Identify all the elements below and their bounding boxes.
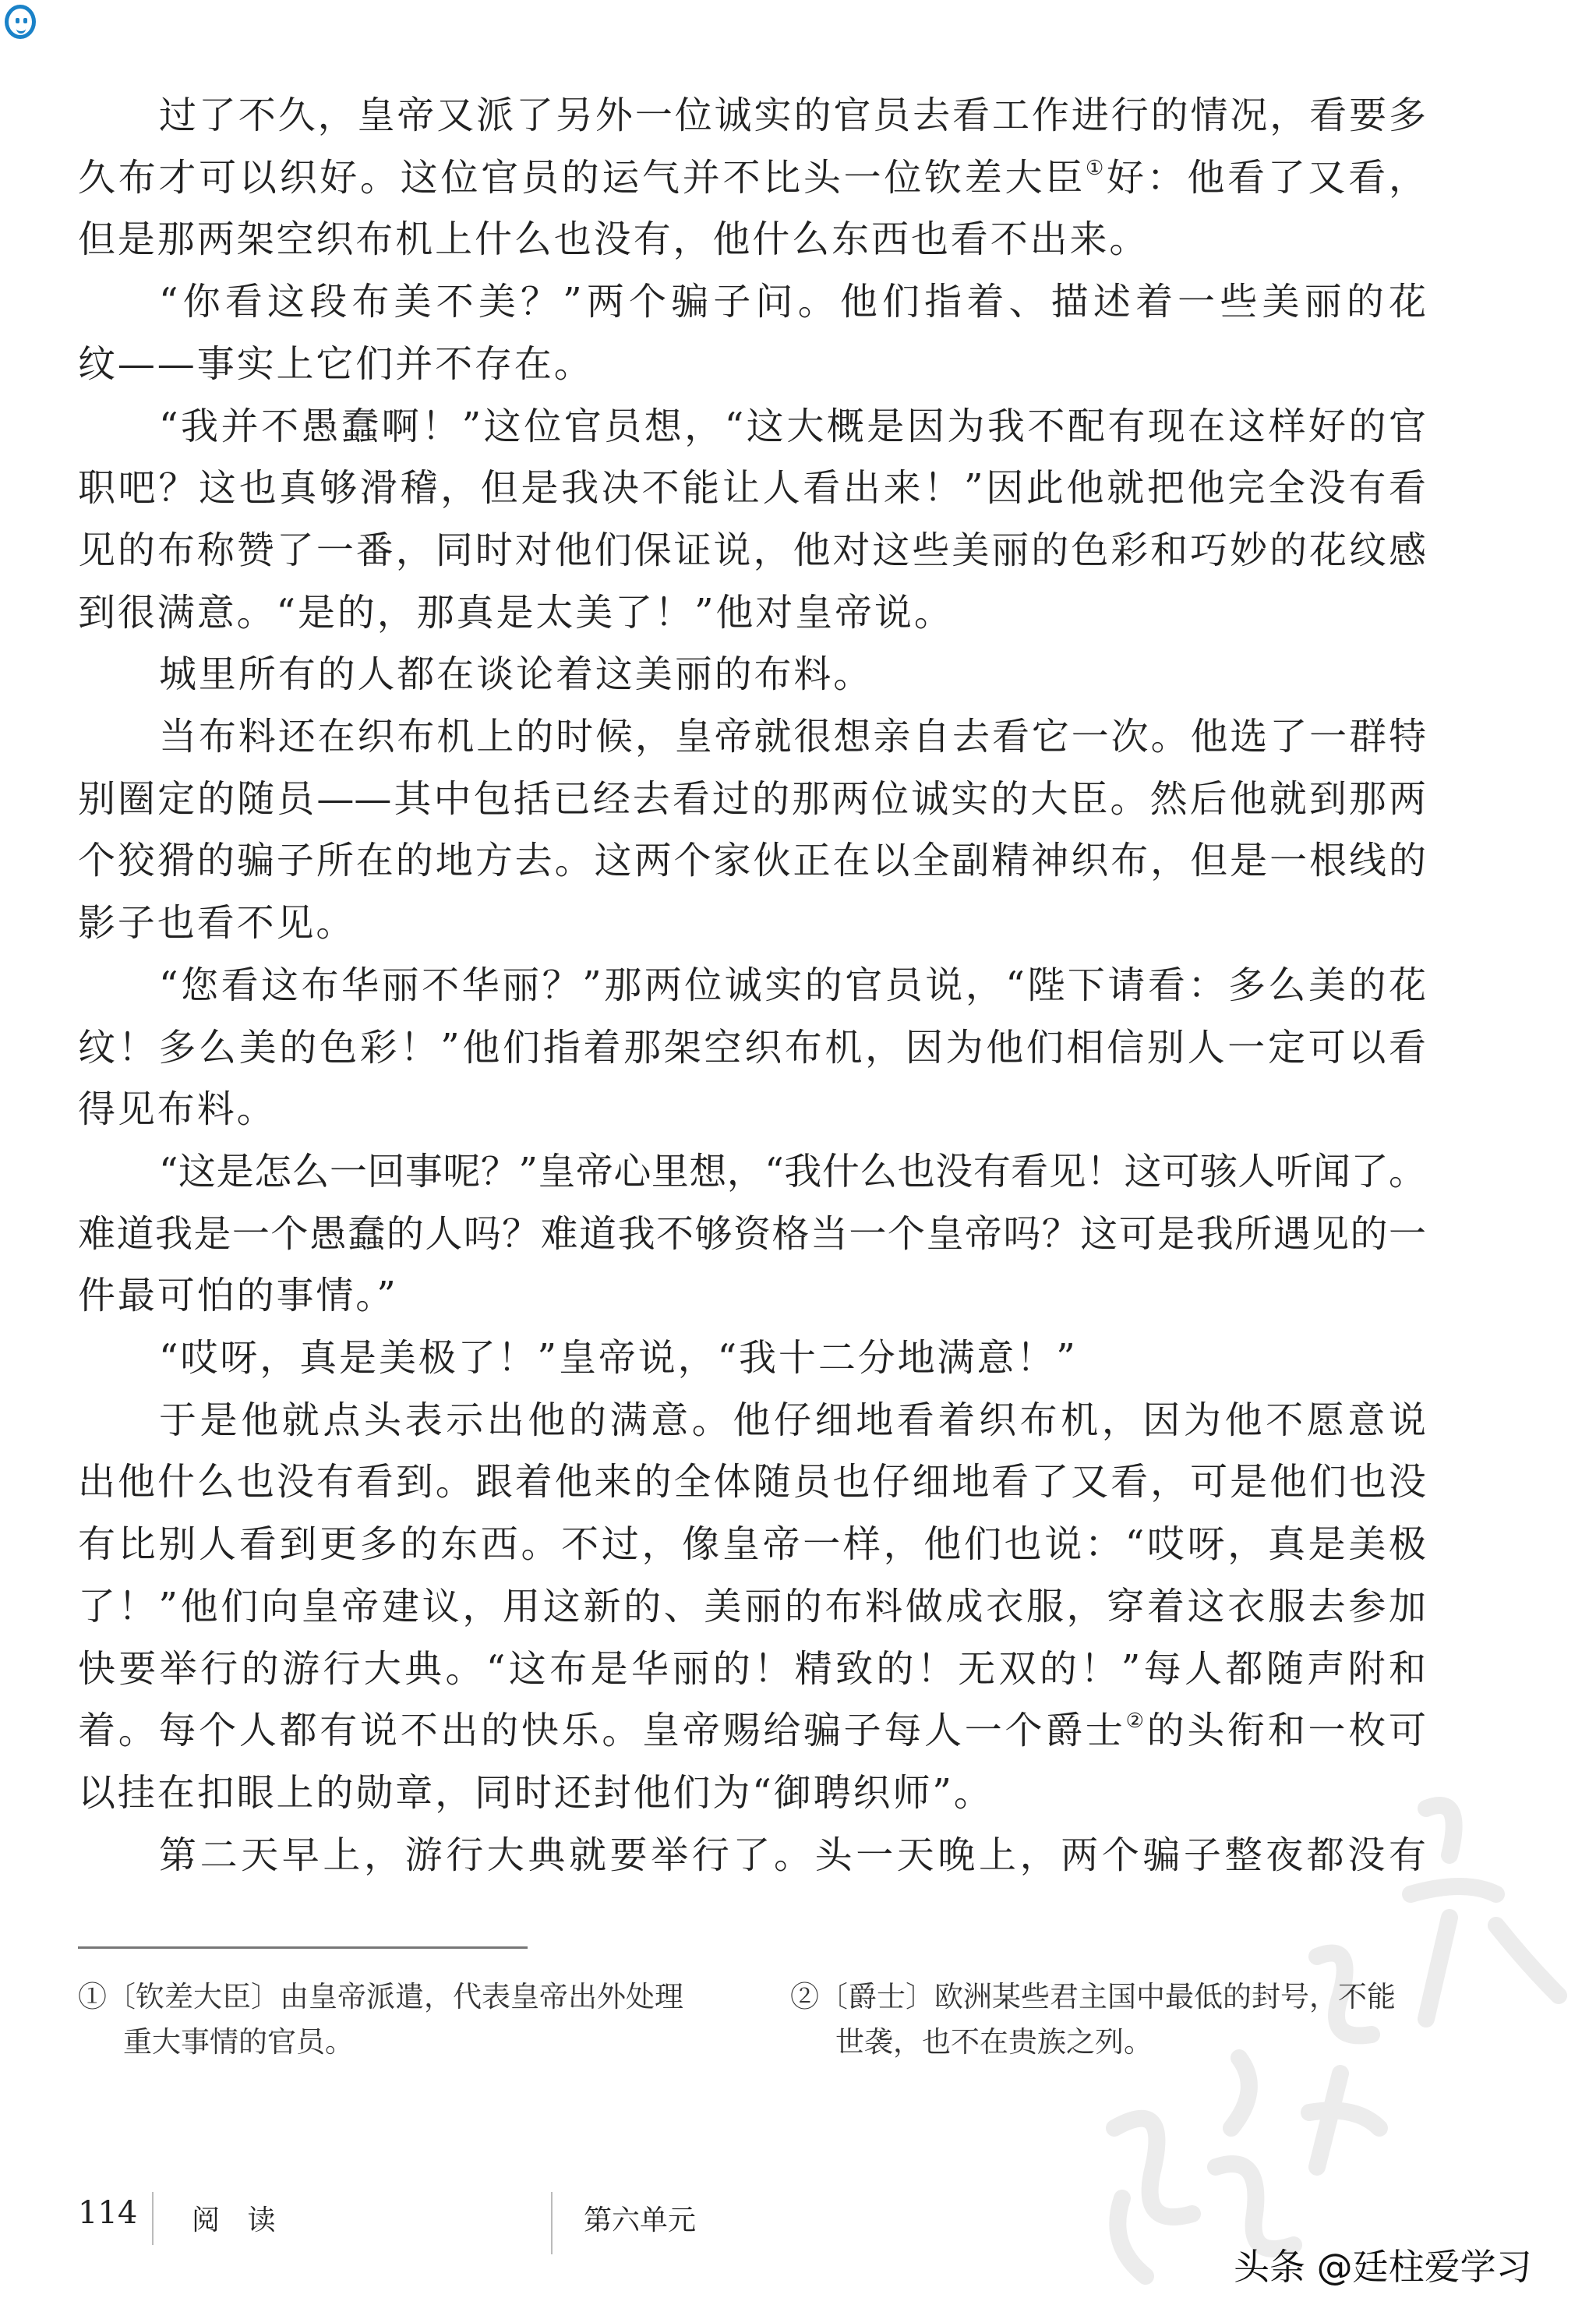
line-text: “我并不愚蠢啊！”这位官员想，“这大概是因为我不配有现在这样好的官 (159, 404, 1426, 448)
line-text: 的头衔和一枚可 (1146, 1709, 1426, 1753)
text-line (78, 892, 355, 954)
text-line (78, 829, 1426, 892)
text-line (78, 519, 1426, 582)
line-text: 难道我是一个愚蠢的人吗？难道我不够资格当一个皇帝吗？这可是我所遇见的一 (78, 1211, 1426, 1256)
text-line (78, 1451, 1426, 1513)
footnote-marker: ② (1125, 1709, 1147, 1734)
footnote-1-cont: 重大事情的官员。 (123, 2025, 354, 2059)
brand-watermark: 头条 @廷柱爱学习 (1234, 2246, 1532, 2288)
text-line (78, 768, 1426, 830)
footer-divider (152, 2192, 154, 2245)
footnote-2-cont: 世袭，也不在贵族之列。 (835, 2025, 1153, 2059)
line-text: 当布料还在织布机上的时候，皇帝就很想亲自去看它一次。他选了一群特 (159, 715, 1426, 758)
watermark-stroke (1118, 2198, 1146, 2276)
line-text: 过了不久，皇帝又派了另外一位诚实的官员去看工作进行的情况，看要多 (159, 94, 1426, 137)
text-line (78, 457, 1426, 519)
text-line (159, 84, 1426, 147)
line-text: 件最可怕的事情。” (78, 1274, 398, 1318)
text-line (159, 954, 1426, 1016)
line-text: 于是他就点头表示出他的满意。他仔细地看着织布机，因为他不愿意说 (159, 1398, 1426, 1442)
line-text: “这是怎么一回事呢？”皇帝心里想，“我什么也没有看见！这可骇人听闻了。 (159, 1149, 1426, 1193)
text-line (78, 147, 1426, 209)
text-line (78, 582, 954, 644)
text-line (78, 1762, 994, 1824)
footer-divider (551, 2192, 553, 2254)
text-line (78, 1264, 398, 1327)
line-text: 别圈定的随员——其中包括已经去看过的那两位诚实的大臣。然后他就到那两 (78, 776, 1426, 821)
text-line (159, 1824, 1426, 1886)
line-text: “哎呀，真是美极了！”皇帝说，“我十二分地满意！” (159, 1336, 1078, 1380)
text-line (159, 395, 1426, 458)
line-text: “你看这段布美不美？”两个骗子问。他们指着、描述着一些美丽的花 (159, 280, 1426, 324)
footer-section: 阅 读 (192, 2204, 285, 2236)
line-text: “您看这布华丽不华丽？”那两位诚实的官员说，“陛下请看：多么美的花 (159, 963, 1426, 1007)
line-text: 职吧？这也真够滑稽，但是我决不能让人看出来！”因此他就把他完全没有看 (78, 466, 1426, 511)
line-text: 影子也看不见。 (78, 901, 356, 946)
text-line (159, 1389, 1426, 1451)
line-text: 个狡猾的骗子所在的地方去。这两个家伙正在以全副精神织布，但是一根线的 (78, 839, 1426, 883)
footnote-marker: ① (1085, 156, 1107, 180)
line-text: 好：他看了又看， (1106, 155, 1426, 200)
watermark-stroke (1216, 2058, 1294, 2249)
footer-unit: 第六单元 (584, 2204, 697, 2236)
line-text: 纹！多么美的色彩！”他们指着那架空织布机，因为他们相信别人一定可以看 (78, 1025, 1426, 1069)
text-line (78, 1203, 1426, 1265)
line-text: 久布才可以织好。这位官员的运气并不比头一位钦差大臣 (78, 155, 1086, 200)
text-line (159, 270, 1426, 333)
footnote-2-first: ②〔爵士〕欧洲某些君主国中最低的封号，不能 (790, 1980, 1396, 2013)
line-text: 见的布称赞了一番，同时对他们保证说，他对这些美丽的色彩和巧妙的花纹感 (78, 528, 1426, 572)
text-line (78, 1575, 1426, 1638)
line-text: 但是那两架空织布机上什么也没有，他什么东西也看不出来。 (78, 217, 1149, 262)
text-line (78, 1078, 277, 1140)
watermark-stroke (1411, 1805, 1559, 2019)
line-text: 以挂在扣眼上的勋章，同时还封他们为“御聘织师”。 (78, 1770, 994, 1815)
page-number: 114 (78, 2195, 138, 2231)
text-line (159, 643, 873, 705)
line-text: 了！”他们向皇帝建议，用这新的、美丽的布料做成衣服，穿着这衣服去参加 (78, 1584, 1426, 1628)
logo-mouth (16, 27, 26, 34)
line-text: 有比别人看到更多的东西。不过，像皇帝一样，他们也说：“哎呀，真是美极 (78, 1522, 1426, 1567)
line-text: 快要举行的游行大典。“这布是华丽的！精致的！无双的！”每人都随声附和 (78, 1646, 1426, 1691)
text-line (159, 1327, 1078, 1389)
footnote-2 (790, 1974, 1396, 2065)
footnote-divider (78, 1946, 528, 1949)
smiley-logo-icon (5, 5, 36, 39)
text-line (78, 1513, 1426, 1575)
text-line (159, 1140, 1426, 1203)
footnote-1 (78, 1974, 683, 2065)
text-line (78, 208, 1149, 270)
line-text: 着。每个人都有说不出的快乐。皇帝赐给骗子每人一个爵士 (78, 1709, 1126, 1753)
text-line (78, 1016, 1426, 1079)
line-text: 第二天早上，游行大典就要举行了。头一天晚上，两个骗子整夜都没有 (159, 1833, 1426, 1877)
text-line (78, 1699, 1426, 1762)
line-text: 纹——事实上它们并不存在。 (78, 341, 594, 386)
text-line (78, 1638, 1426, 1700)
line-text: 出他什么也没有看到。跟着他来的全体随员也仔细地看了又看，可是他们也没 (78, 1460, 1426, 1504)
text-line (159, 705, 1426, 768)
line-text: 到很满意。“是的，那真是太美了！”他对皇帝说。 (78, 590, 954, 635)
logo-eye (16, 18, 19, 23)
line-text: 得见布料。 (78, 1087, 277, 1132)
line-text: 城里所有的人都在谈论着这美丽的布料。 (159, 652, 874, 697)
footnote-1-first: ①〔钦差大臣〕由皇帝派遣，代表皇帝出外处理 (78, 1980, 683, 2013)
text-line (78, 333, 594, 395)
logo-eye (23, 18, 27, 23)
